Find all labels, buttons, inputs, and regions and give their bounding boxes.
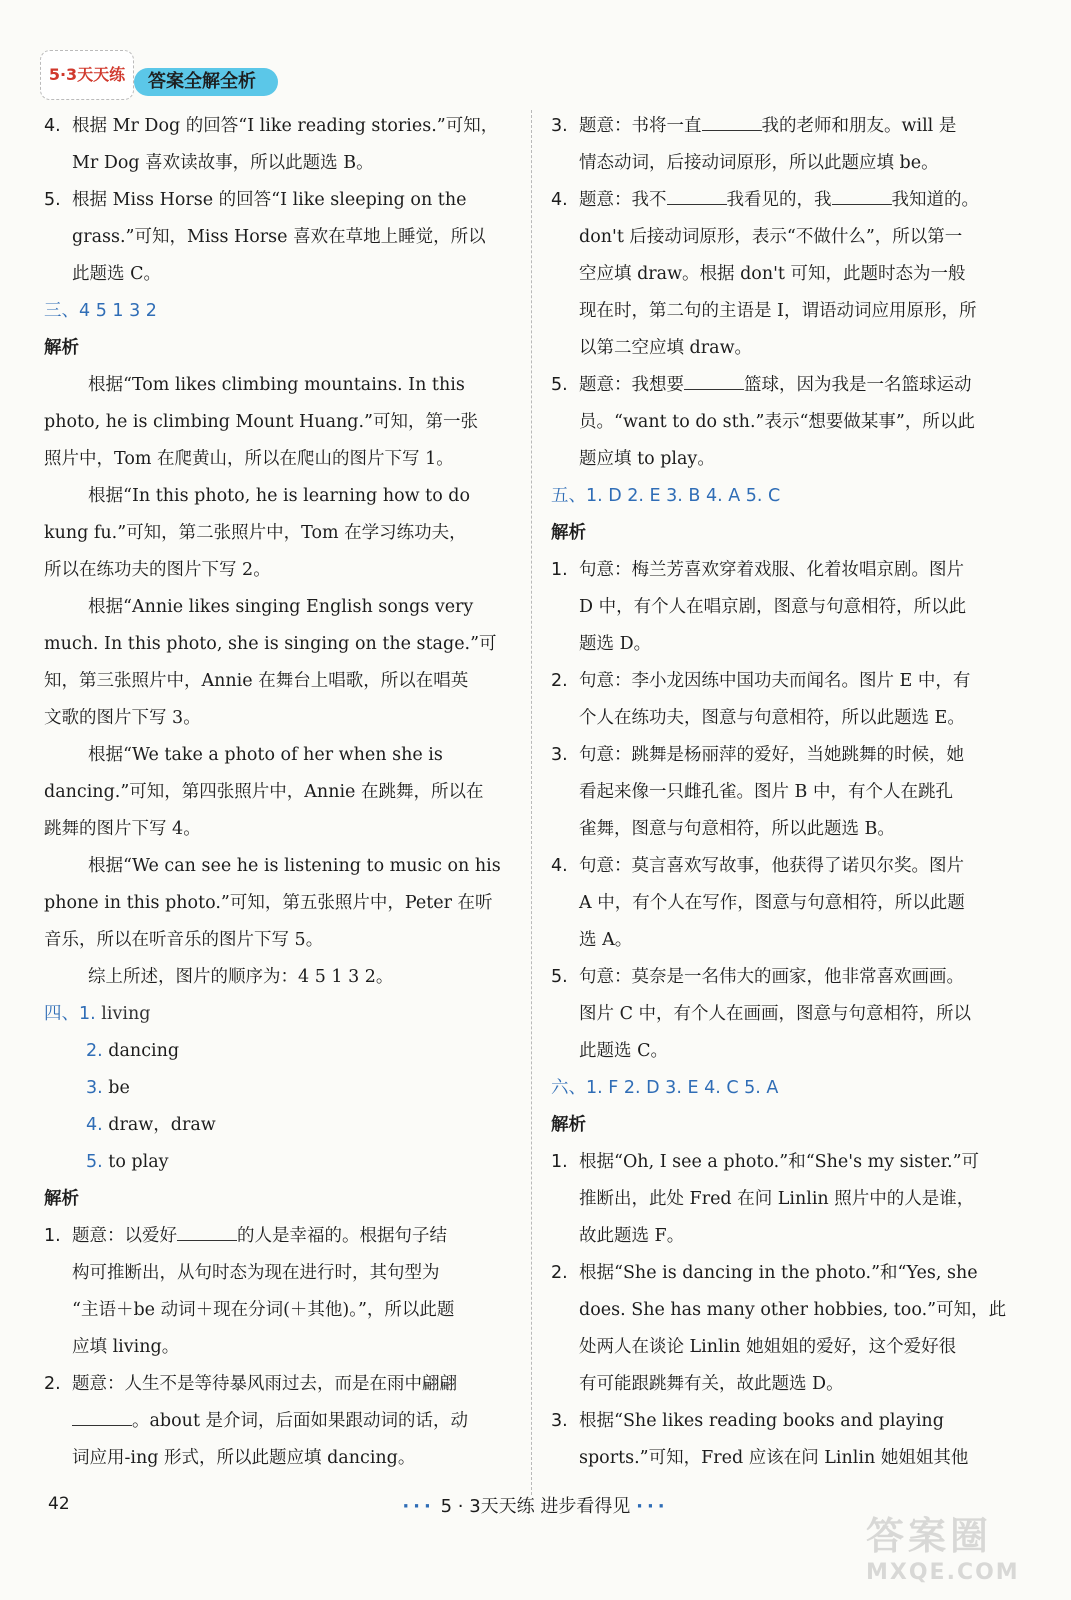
explanation-line: 空应填 draw。根据 don't 可知，此题时态为一般	[579, 264, 966, 284]
explanation-item: 2. 句意：李小龙因练中国功夫而闻名。图片 E 中，有	[551, 671, 971, 691]
fill-answer: 2. dancing	[86, 1041, 180, 1061]
explanation-line: sports.”可知，Fred 应该在问 Linlin 她姐姐其他	[579, 1448, 969, 1468]
explanation-item: 2. 题意：人生不是等待暴风雨过去，而是在雨中翩翩	[44, 1374, 457, 1394]
analysis-line: photo, he is climbing Mount Huang.”可知，第一张	[44, 412, 478, 432]
answer-line: grass.”可知，Miss Horse 喜欢在草地上睡觉，所以	[72, 227, 486, 247]
explanation-line: don't 后接动词原形，表示“不做什么”，所以第一	[579, 227, 963, 247]
explanation-line: 故此题选 F。	[579, 1226, 685, 1246]
analysis-heading: 解析	[44, 1189, 79, 1209]
analysis-paragraph: 根据“Tom likes climbing mountains. In this	[88, 375, 465, 395]
answer-item: 5. 根据 Miss Horse 的回答“I like sleeping on the	[44, 190, 467, 210]
answer-item: 4. 根据 Mr Dog 的回答“I like reading stories.”可知，	[44, 116, 499, 136]
fill-answer: 5. to play	[86, 1152, 169, 1172]
right-column	[551, 108, 1021, 1477]
analysis-heading: 解析	[44, 338, 79, 358]
explanation-line: does. She has many other hobbies, too.”可知，此	[579, 1300, 1007, 1320]
section-four-heading: 四、1. living	[44, 1004, 151, 1024]
dots-left-icon: ···	[402, 1496, 435, 1517]
analysis-line: 所以在练功夫的图片下写 2。	[44, 560, 271, 580]
explanation-item: 2. 根据“She is dancing in the photo.”和“Yes, she	[551, 1263, 978, 1283]
explanation-line: 选 A。	[579, 930, 633, 950]
explanation-line: “主语＋be 动词＋现在分词(＋其他)。”，所以此题	[72, 1300, 455, 1320]
analysis-line: phone in this photo.”可知，第五张照片中，Peter 在听	[44, 893, 493, 913]
explanation-item: 5. 题意：我想要 篮球，因为我是一名篮球运动	[551, 367, 1021, 404]
explanation-line: 题应填 to play。	[579, 449, 715, 469]
explanation-line: 处两人在谈论 Linlin 她姐姐的爱好，这个爱好很	[579, 1337, 957, 1357]
analysis-line: dancing.”可知，第四张照片中，Annie 在跳舞，所以在	[44, 782, 484, 802]
explanation-item: 4. 句意：莫言喜欢写故事，他获得了诺贝尔奖。图片	[551, 856, 964, 876]
explanation-line: 情态动词，后接动词原形，所以此题应填 be。	[579, 153, 939, 173]
blank-line	[684, 371, 744, 390]
watermark-top: 答案圈	[866, 1514, 993, 1558]
explanation-line: 。about 是介词，后面如果跟动词的话，动	[44, 1403, 514, 1440]
blank-line	[702, 112, 762, 131]
blank-line	[832, 186, 892, 205]
explanation-line: 现在时，第二句的主语是 I，谓语动词应用原形，所	[579, 301, 977, 321]
explanation-line: 推断出，此处 Fred 在问 Linlin 照片中的人是谁，	[579, 1189, 975, 1209]
fill-answer: 4. draw，draw	[86, 1115, 216, 1135]
explanation-line: 题选 D。	[579, 634, 652, 654]
section-five-heading: 五、1. D 2. E 3. B 4. A 5. C	[551, 486, 781, 506]
explanation-item: 3. 句意：跳舞是杨丽萍的爱好，当她跳舞的时候，她	[551, 745, 964, 765]
summary-line: 综上所述，图片的顺序为：4 5 1 3 2。	[88, 967, 394, 987]
explanation-item: 3. 题意：书将一直 我的老师和朋友。will 是	[551, 108, 1021, 145]
explanation-item: 1. 根据“Oh, I see a photo.”和“She's my sister.”可	[551, 1152, 980, 1172]
header-banner: 答案全解全析	[134, 68, 278, 96]
explanation-line: 以第二空应填 draw。	[579, 338, 753, 358]
explanation-item: 5. 句意：莫奈是一名伟大的画家，他非常喜欢画画。	[551, 967, 964, 987]
analysis-line: 音乐，所以在听音乐的图片下写 5。	[44, 930, 324, 950]
analysis-heading: 解析	[551, 523, 586, 543]
blank-line	[177, 1222, 237, 1241]
explanation-line: 词应用-ing 形式，所以此题应填 dancing。	[72, 1448, 416, 1468]
analysis-line: much. In this photo, she is singing on the stage.”可	[44, 634, 497, 654]
blank-line	[667, 186, 727, 205]
explanation-item: 1. 题意：以爱好 的人是幸福的。根据句子结	[44, 1218, 514, 1255]
explanation-line: 雀舞，图意与句意相符，所以此题选 B。	[579, 819, 895, 839]
explanation-line: 员。“want to do sth.”表示“想要做某事”，所以此	[579, 412, 975, 432]
analysis-heading: 解析	[551, 1115, 586, 1135]
watermark-logo	[866, 1505, 1031, 1585]
analysis-line: 跳舞的图片下写 4。	[44, 819, 201, 839]
answer-line: 此题选 C。	[72, 264, 161, 284]
explanation-item: 3. 根据“She likes reading books and playing	[551, 1411, 944, 1431]
analysis-line: kung fu.”可知，第二张照片中，Tom 在学习练功夫，	[44, 523, 467, 543]
explanation-line: 应填 living。	[72, 1337, 180, 1357]
fill-answer: 3. be	[86, 1078, 130, 1098]
explanation-line: 有可能跟跳舞有关，故此题选 D。	[579, 1374, 844, 1394]
blank-line	[72, 1407, 132, 1426]
slogan-text: 5 · 3天天练 进步看得见	[440, 1496, 631, 1517]
dots-right-icon: ···	[636, 1496, 669, 1517]
analysis-paragraph: 根据“We take a photo of her when she is	[88, 745, 443, 765]
explanation-line: 个人在练功夫，图意与句意相符，所以此题选 E。	[579, 708, 965, 728]
explanation-item: 1. 句意：梅兰芳喜欢穿着戏服、化着妆唱京剧。图片	[551, 560, 964, 580]
explanation-item: 4. 题意：我不 我看见的，我 我知道的。	[551, 182, 1021, 219]
section-three-heading: 三、4 5 1 3 2	[44, 301, 157, 321]
explanation-line: 此题选 C。	[579, 1041, 668, 1061]
analysis-line: 知，第三张照片中，Annie 在舞台上唱歌，所以在唱英	[44, 671, 469, 691]
explanation-line: 构可推断出，从句时态为现在进行时，其句型为	[72, 1263, 440, 1283]
explanation-line: D 中，有个人在唱京剧，图意与句意相符，所以此	[579, 597, 967, 617]
left-column	[44, 108, 514, 1477]
brand-logo: 5·3天天练	[40, 50, 134, 100]
section-six-heading: 六、1. F 2. D 3. E 4. C 5. A	[551, 1078, 779, 1098]
explanation-line: 看起来像一只雌孔雀。图片 B 中，有个人在跳孔	[579, 782, 953, 802]
analysis-paragraph: 根据“We can see he is listening to music on his	[88, 856, 501, 876]
analysis-paragraph: 根据“In this photo, he is learning how to do	[88, 486, 471, 506]
page-header	[18, 14, 418, 94]
column-divider	[531, 110, 532, 1495]
analysis-paragraph: 根据“Annie likes singing English songs very	[88, 597, 474, 617]
page-number: 42	[48, 1494, 70, 1514]
watermark-bottom: MXQE.COM	[866, 1560, 1020, 1585]
explanation-line: A 中，有个人在写作，图意与句意相符，所以此题	[579, 893, 965, 913]
analysis-line: 文歌的图片下写 3。	[44, 708, 201, 728]
explanation-line: 图片 C 中，有个人在画画，图意与句意相符，所以	[579, 1004, 972, 1024]
answer-line: Mr Dog 喜欢读故事，所以此题选 B。	[72, 153, 374, 173]
analysis-line: 照片中，Tom 在爬黄山，所以在爬山的图片下写 1。	[44, 449, 454, 469]
